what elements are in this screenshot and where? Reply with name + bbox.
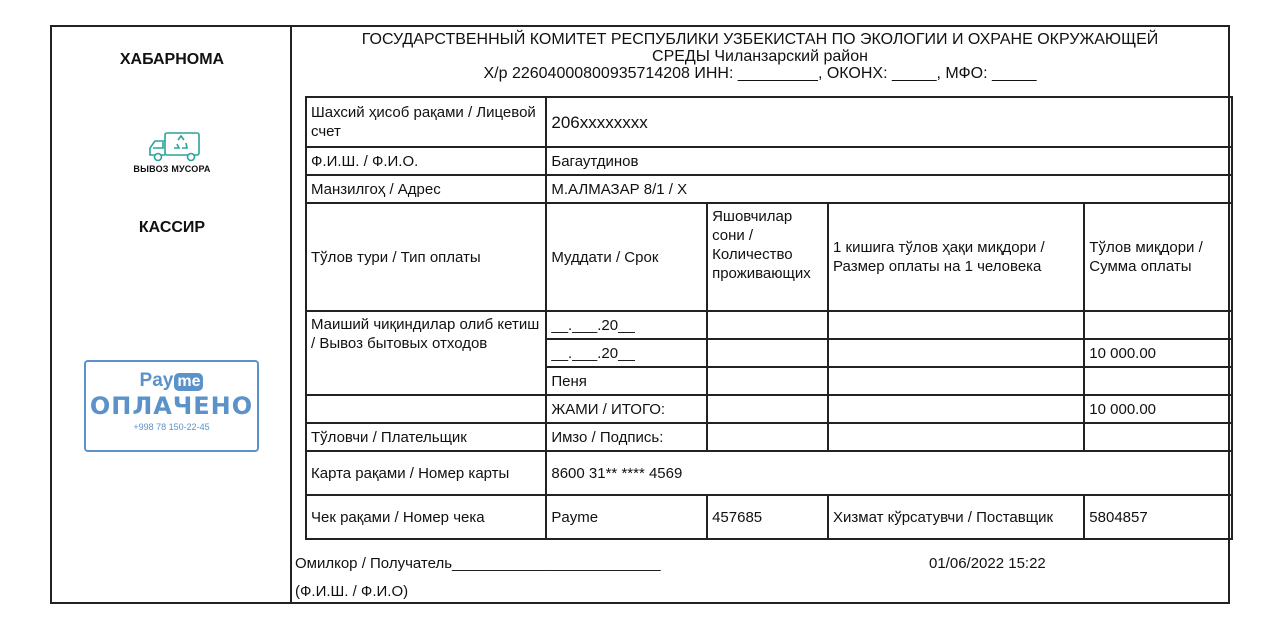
- payment-datetime: 01/06/2022 15:22: [929, 555, 1046, 572]
- receiver-fio: (Ф.И.Ш. / Ф.И.О): [295, 583, 409, 600]
- header-line-2: СРЕДЫ Чиланзарский район: [652, 48, 868, 65]
- period-1: __.___.20__: [546, 311, 707, 339]
- garbage-truck-icon: [147, 130, 203, 164]
- address-label: Манзилгоҳ / Адрес: [306, 175, 546, 203]
- table-row: [306, 311, 1232, 339]
- payer-label: Тўловчи / Плательщик: [306, 423, 546, 451]
- table-row: [306, 395, 1232, 423]
- card-label: Карта рақами / Номер карты: [306, 451, 546, 495]
- receiver-line: Омилкор / Получатель_________________________: [295, 555, 661, 572]
- signature-label: Имзо / Подпись:: [546, 423, 707, 451]
- table-header-row: [306, 203, 1232, 311]
- paid-stamp: [84, 360, 259, 452]
- header-line-3: Х/р 22604000800935714208 ИНН: _________, ОКОНХ: _____, МФО: _____: [483, 65, 1037, 82]
- stamp-status: ОПЛАЧЕНО: [89, 392, 254, 420]
- service-name: Маиший чиқиндилар олиб кетиш / Вывоз бытовых отходов: [306, 311, 546, 395]
- notice-form: [50, 25, 1230, 604]
- cashier-label: КАССИР: [138, 219, 206, 236]
- form-header: [292, 31, 1228, 82]
- table-row: [306, 495, 1232, 539]
- stamp-phone: +998 78 150-22-45: [133, 422, 210, 432]
- left-panel: [52, 27, 292, 602]
- penalty-label: Пеня: [546, 367, 707, 395]
- col-period: Муддати / Срок: [546, 203, 707, 311]
- col-residents: Яшовчилар сони / Количество проживающих: [707, 203, 828, 311]
- table-row: [306, 147, 1232, 175]
- check-number: 457685: [707, 495, 828, 539]
- provider-label: Хизмат кўрсатувчи / Поставщик: [828, 495, 1084, 539]
- check-system: Payme: [546, 495, 707, 539]
- provider-value: 5804857: [1084, 495, 1232, 539]
- total-label: ЖАМИ / ИТОГО:: [546, 395, 707, 423]
- account-label: Шахсий ҳисоб рақами / Лицевой счет: [306, 97, 546, 147]
- payment-table: [305, 96, 1233, 540]
- header-line-1: ГОСУДАРСТВЕННЫЙ КОМИТЕТ РЕСПУБЛИКИ УЗБЕКИСТАН ПО ЭКОЛОГИИ И ОХРАНЕ ОКРУЖАЮЩЕЙ: [361, 31, 1159, 48]
- col-amount: Тўлов миқдори / Сумма оплаты: [1084, 203, 1232, 311]
- period-2: __.___.20__: [546, 339, 707, 367]
- card-value: 8600 31** **** 4569: [546, 451, 1232, 495]
- table-row: [306, 97, 1232, 147]
- total-value: 10 000.00: [1084, 395, 1232, 423]
- table-row: [306, 175, 1232, 203]
- check-label: Чек рақами / Номер чека: [306, 495, 546, 539]
- table-row: [306, 451, 1232, 495]
- stamp-brand: Pay me: [86, 370, 257, 392]
- table-row: [306, 423, 1232, 451]
- fio-value: Багаутдинов: [546, 147, 1232, 175]
- account-value: 206xxxxxxxx: [546, 97, 1232, 147]
- col-rate: 1 кишига тўлов ҳақи миқдори / Размер оплаты на 1 человека: [828, 203, 1084, 311]
- address-value: М.АЛМАЗАР 8/1 / Х: [546, 175, 1232, 203]
- logo-text: ВЫВОЗ МУСОРА: [133, 164, 211, 174]
- amount-2: 10 000.00: [1084, 339, 1232, 367]
- notice-title: ХАБАРНОМА: [119, 51, 225, 68]
- fio-label: Ф.И.Ш. / Ф.И.О.: [306, 147, 546, 175]
- col-payment-type: Тўлов тури / Тип оплаты: [306, 203, 546, 311]
